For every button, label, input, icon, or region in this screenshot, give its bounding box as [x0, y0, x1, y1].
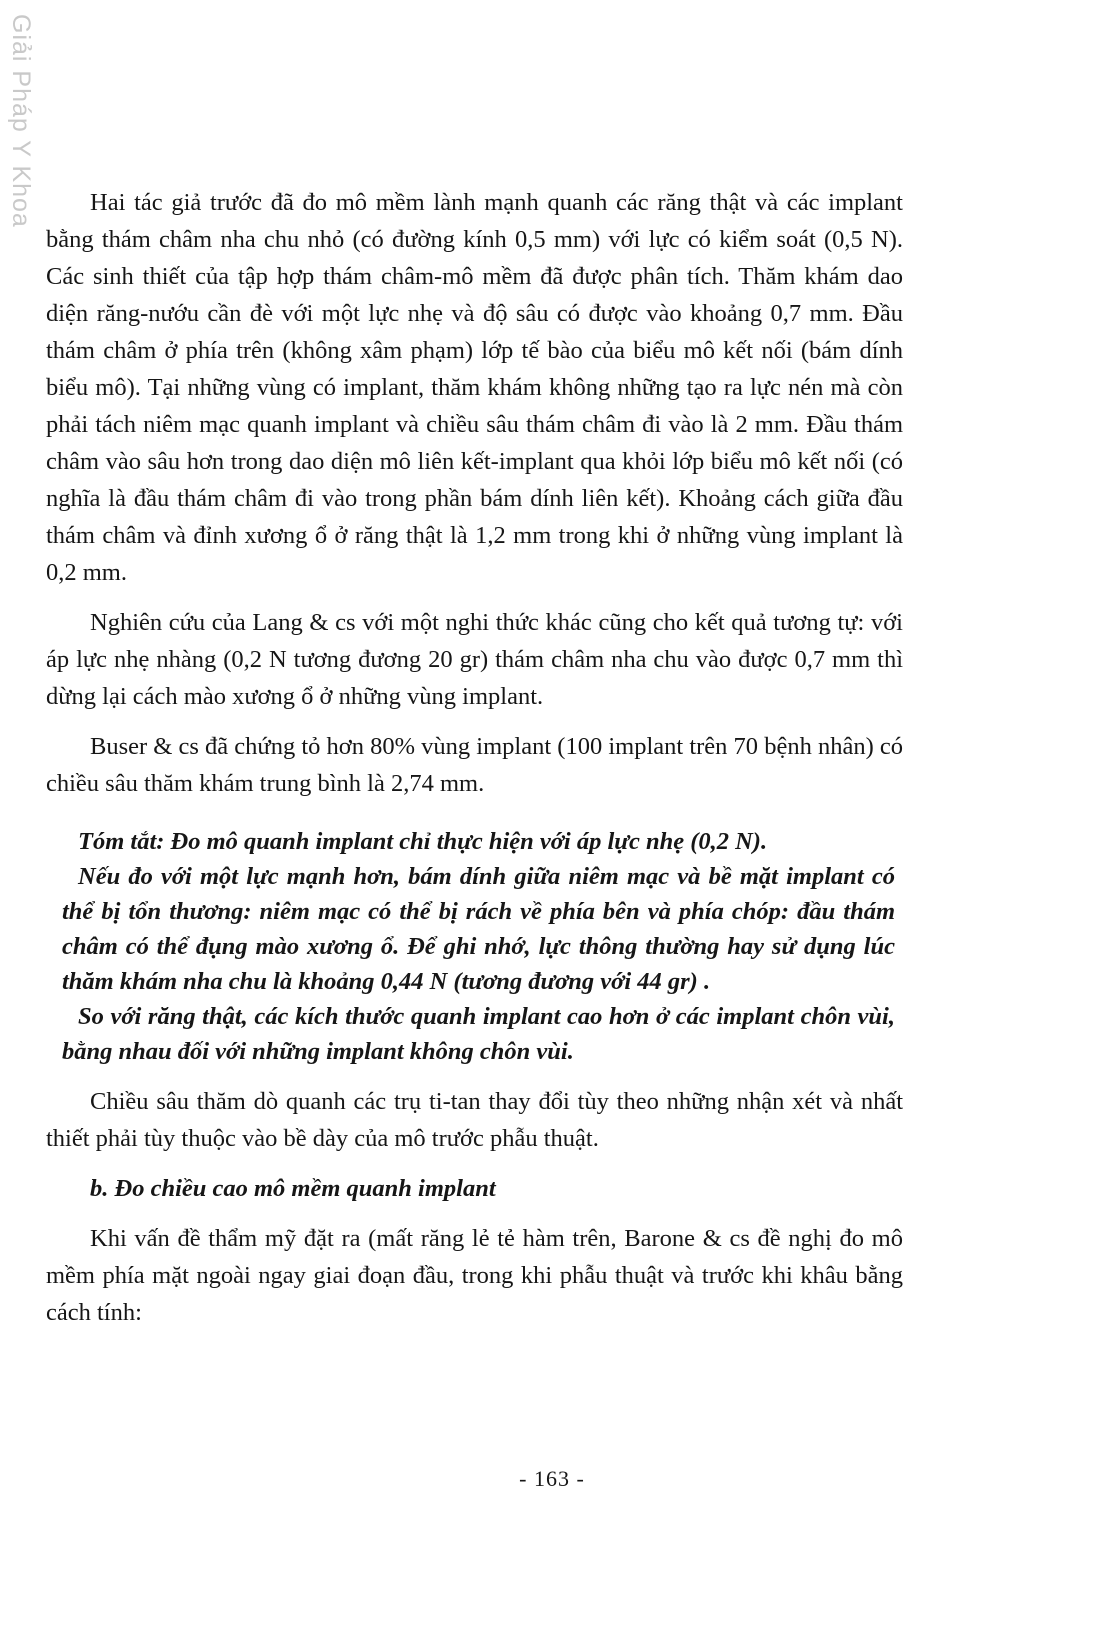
paragraph-lang-study: Nghiên cứu của Lang & cs với một nghi thức khác cũng cho kết quả tương tự: với áp lực nhẹ nhàng (0,2 N tương đương 20 gr) thám châm nha chu vào được 0,7 mm thì dừng lại cách mào xương ổ ở những vùng implant. [46, 609, 903, 710]
paragraph-titanium-depth: Chiều sâu thăm dò quanh các trụ ti-tan thay đổi tùy theo những nhận xét và nhất thiết phải tùy thuộc vào bề dày của mô trước phẫu thuật. [46, 1088, 903, 1152]
summary-label: Tóm tắt: [78, 828, 165, 855]
summary-box [62, 824, 895, 1069]
watermark: Giải Pháp Y Khoa [7, 14, 35, 228]
paragraph-buser-study: Buser & cs đã chứng tỏ hơn 80% vùng implant (100 implant trên 70 bệnh nhân) có chiều sâu thăm khám trung bình là 2,74 mm. [46, 733, 903, 797]
page-content [46, 184, 903, 1344]
paragraph-aesthetic: Khi vấn đề thẩm mỹ đặt ra (mất răng lẻ tẻ hàm trên, Barone & cs đề nghị đo mô mềm phía mặt ngoài ngay giai đoạn đầu, trong khi phẫu thuật và trước khi khâu bằng cách tính: [46, 1225, 903, 1326]
summary-line-1 [62, 824, 895, 859]
page-number: - 163 - [519, 1466, 585, 1491]
summary-line-2: Nếu đo với một lực mạnh hơn, bám dính giữa niêm mạc và bề mặt implant có thể bị tổn thương: niêm mạc có thể bị rách về phía bên và phía chóp: đầu thám châm có thể đụng mào xương ổ. Để ghi nhớ, lực thông thường hay sử dụng lúc thăm khám nha chu là khoảng 0,44 N (tương đương với 44 gr) . [62, 863, 895, 995]
section-heading: b. Đo chiều cao mô mềm quanh implant [90, 1175, 496, 1202]
summary-line-1-text: Đo mô quanh implant chỉ thực hiện với áp lực nhẹ (0,2 N). [164, 828, 768, 855]
paragraph-probing-comparison: Hai tác giả trước đã đo mô mềm lành mạnh quanh các răng thật và các implant bằng thám châm nha chu nhỏ (có đường kính 0,5 mm) với lực có kiểm soát (0,5 N). Các sinh thiết của tập hợp thám châm-mô mềm đã được phân tích. Thăm khám dao diện răng-nướu cần đè với một lực nhẹ và độ sâu có được vào khoảng 0,7 mm. Đầu thám châm ở phía trên (không xâm phạm) lớp tế bào của biểu mô kết nối (bám dính biểu mô). Tại những vùng có implant, thăm khám không những tạo ra lực nén mà còn phải tách niêm mạc quanh implant và chiều sâu thám châm đi vào là 2 mm. Đầu thám châm vào sâu hơn trong dao diện mô liên kết-implant qua khỏi lớp biểu mô kết nối (có nghĩa là đầu thám châm đi vào trong phần bám dính liên kết). Khoảng cách giữa đầu thám châm và đỉnh xương ổ ở răng thật là 1,2 mm trong khi ở những vùng implant là 0,2 mm. [46, 189, 903, 586]
summary-line-3: So với răng thật, các kích thước quanh implant cao hơn ở các implant chôn vùi, bằng nhau đối với những implant không chôn vùi. [62, 1003, 895, 1065]
